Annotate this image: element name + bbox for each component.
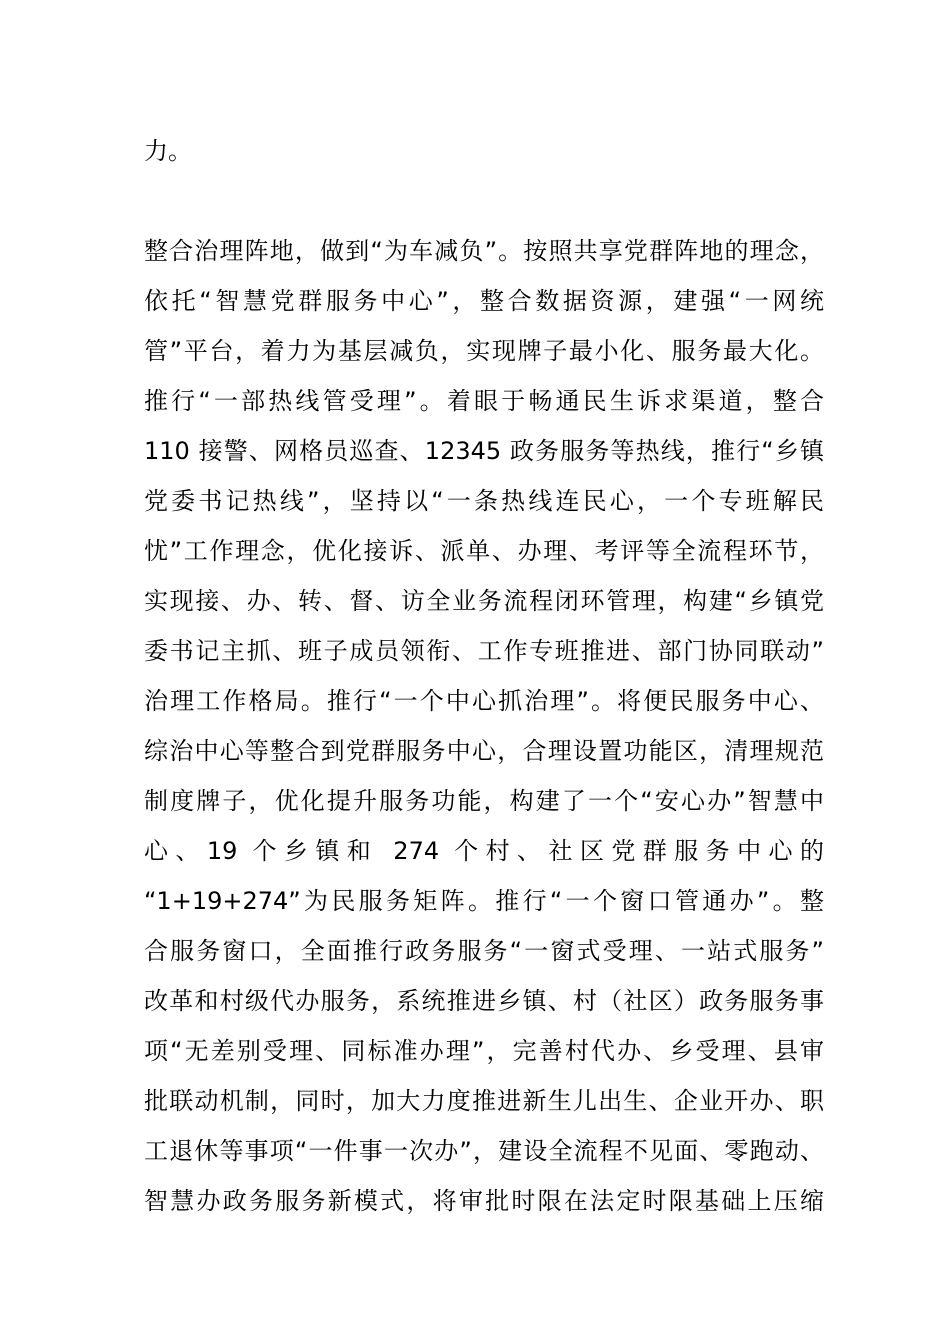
text-line-5: 推行“一部热线管受理”。着眼于畅通民生诉求渠道，整合 (144, 387, 824, 415)
text-line-8: 忧”工作理念，优化接诉、派单、办理、考评等全流程环节， (144, 537, 824, 565)
text-line-1: 力。 (144, 137, 192, 165)
text-line-6: 110 接警、网格员巡查、12345 政务服务等热线，推行“乡镇 (144, 437, 824, 465)
text-line-12: 综治中心等整合到党群服务中心，合理设置功能区，清理规范 (144, 737, 824, 765)
text-line-7: 党委书记热线”，坚持以“一条热线连民心，一个专班解民 (144, 487, 824, 515)
text-line-20: 工退休等事项“一件事一次办”，建设全流程不见面、零跑动、 (144, 1137, 824, 1165)
text-line-18: 项“无差别受理、同标准办理”，完善村代办、乡受理、县审 (144, 1037, 824, 1065)
text-line-10: 委书记主抓、班子成员领衔、工作专班推进、部门协同联动” (144, 637, 824, 665)
text-line-2: 整合治理阵地，做到“为车减负”。按照共享党群阵地的理念， (144, 237, 824, 265)
text-line-11: 治理工作格局。推行“一个中心抓治理”。将便民服务中心、 (144, 687, 824, 715)
text-line-3: 依托“智慧党群服务中心”，整合数据资源，建强“一网统 (144, 287, 824, 315)
text-line-13: 制度牌子，优化提升服务功能，构建了一个“安心办”智慧中 (144, 787, 824, 815)
text-line-19: 批联动机制，同时，加大力度推进新生儿出生、企业开办、职 (144, 1087, 824, 1115)
text-line-16: 合服务窗口，全面推行政务服务“一窗式受理、一站式服务” (144, 937, 824, 965)
text-line-4: 管”平台，着力为基层减负，实现牌子最小化、服务最大化。 (144, 337, 824, 365)
text-line-14: 心、19 个乡镇和 274 个村、社区党群服务中心的 (144, 837, 824, 865)
text-line-21: 智慧办政务服务新模式，将审批时限在法定时限基础上压缩 (144, 1187, 824, 1215)
text-line-9: 实现接、办、转、督、访全业务流程闭环管理，构建“乡镇党 (144, 587, 824, 615)
text-line-15: “1+19+274”为民服务矩阵。推行“一个窗口管通办”。整 (144, 887, 824, 915)
text-line-17: 改革和村级代办服务，系统推进乡镇、村（社区）政务服务事 (144, 987, 824, 1015)
